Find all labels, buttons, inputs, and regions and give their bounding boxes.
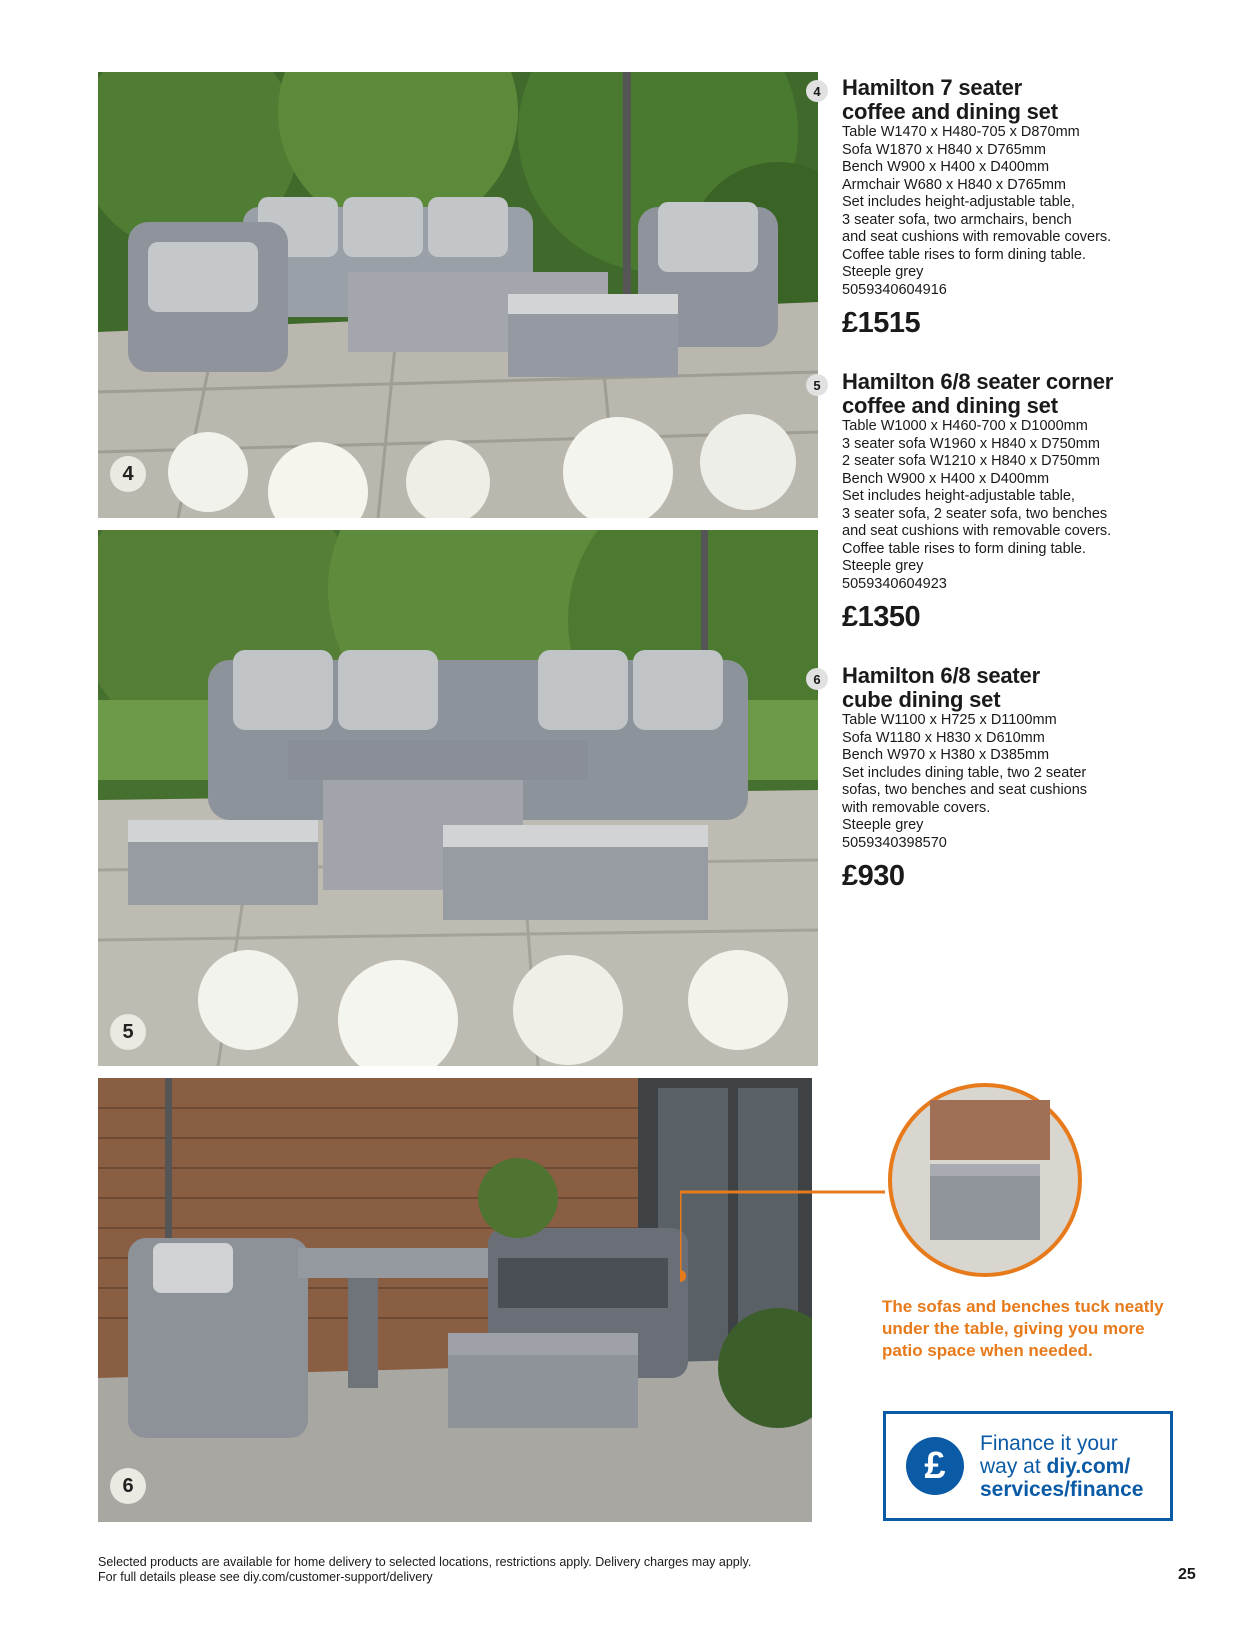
description-line: with removable covers.	[842, 799, 991, 816]
tuck-away-callout: The sofas and benches tuck neatly under the table, giving you more patio space when needed.	[882, 1297, 1164, 1360]
spec-line: Bench W970 x H380 x D385mm	[842, 747, 1050, 763]
spec-line: Table W1000 x H460-700 x D1000mm	[842, 418, 1088, 434]
description-line: and seat cushions with removable covers.	[842, 229, 1112, 245]
product-price: £1350	[842, 601, 921, 633]
product-color: Steeple grey	[842, 817, 924, 833]
spec-line: 3 seater sofa W1960 x H840 x D750mm	[842, 435, 1100, 452]
photo-number-badge: 4	[110, 456, 146, 492]
pound-icon: £	[906, 1437, 964, 1495]
product-code: 5059340398570	[842, 834, 947, 851]
description-line: Set includes height-adjustable table,	[842, 194, 1075, 210]
spec-line: Table W1100 x H725 x D1100mm	[842, 712, 1057, 728]
photo-hamilton-corner-set	[98, 530, 818, 1066]
product-title: Hamilton 6/8 seater corner coffee and dining set	[842, 369, 1114, 418]
description-line: sofas, two benches and seat cushions	[842, 782, 1088, 798]
finance-link[interactable]: diy.com/	[1046, 1454, 1131, 1478]
delivery-disclaimer: Selected products are available for home delivery to selected locations, restrictions apply. Delivery charges may apply. For full details please see diy.com/customer-support/delivery	[98, 1555, 752, 1584]
photo-number-badge: 6	[110, 1468, 146, 1504]
finance-link-path[interactable]: services/finance	[980, 1477, 1144, 1501]
description-line: Set includes dining table, two 2 seater	[842, 764, 1087, 781]
description-line: Coffee table rises to form dining table.	[842, 540, 1086, 557]
product-number-badge: 5	[806, 374, 828, 396]
spec-line: Bench W900 x H400 x D400mm	[842, 159, 1050, 175]
corner-dining-set-photo	[98, 530, 818, 1066]
spec-line: Armchair W680 x H840 x D765mm	[842, 176, 1067, 193]
description-line: Coffee table rises to form dining table.	[842, 246, 1086, 263]
photo-hamilton-7-seater	[98, 72, 818, 518]
product-color: Steeple grey	[842, 264, 924, 280]
product-number-badge: 6	[806, 668, 828, 690]
product-title: Hamilton 6/8 seater cube dining set	[842, 663, 1040, 712]
product-hamilton-7-seater	[813, 75, 1202, 340]
product-title: Hamilton 7 seater coffee and dining set	[842, 75, 1058, 124]
product-hamilton-corner-set	[813, 369, 1202, 634]
product-price: £930	[842, 860, 905, 892]
spec-line: Table W1470 x H480-705 x D870mm	[842, 124, 1080, 140]
description-line: 3 seater sofa, 2 seater sofa, two benches	[842, 505, 1108, 522]
finance-text: Finance it your way at diy.com/ services/finance	[980, 1431, 1144, 1501]
finance-banner[interactable]	[883, 1411, 1173, 1521]
spec-line: Bench W900 x H400 x D400mm	[842, 470, 1050, 487]
description-line: and seat cushions with removable covers.	[842, 523, 1112, 539]
spec-line: Sofa W1180 x H830 x D610mm	[842, 729, 1045, 746]
page-number: 25	[1178, 1566, 1196, 1583]
product-number-badge: 4	[806, 80, 828, 102]
photo-number-badge: 5	[110, 1014, 146, 1050]
spec-line: Sofa W1870 x H840 x D765mm	[842, 141, 1046, 158]
inset-circle	[680, 1080, 1100, 1300]
description-line: 3 seater sofa, two armchairs, bench	[842, 211, 1072, 228]
product-code: 5059340604923	[842, 575, 947, 592]
description-line: Set includes height-adjustable table,	[842, 488, 1075, 504]
product-hamilton-cube-set	[813, 663, 1202, 893]
garden-sofa-set-photo	[98, 72, 818, 518]
product-code: 5059340604916	[842, 281, 947, 298]
product-price: £1515	[842, 307, 921, 339]
spec-line: 2 seater sofa W1210 x H840 x D750mm	[842, 453, 1100, 469]
product-color: Steeple grey	[842, 558, 924, 574]
